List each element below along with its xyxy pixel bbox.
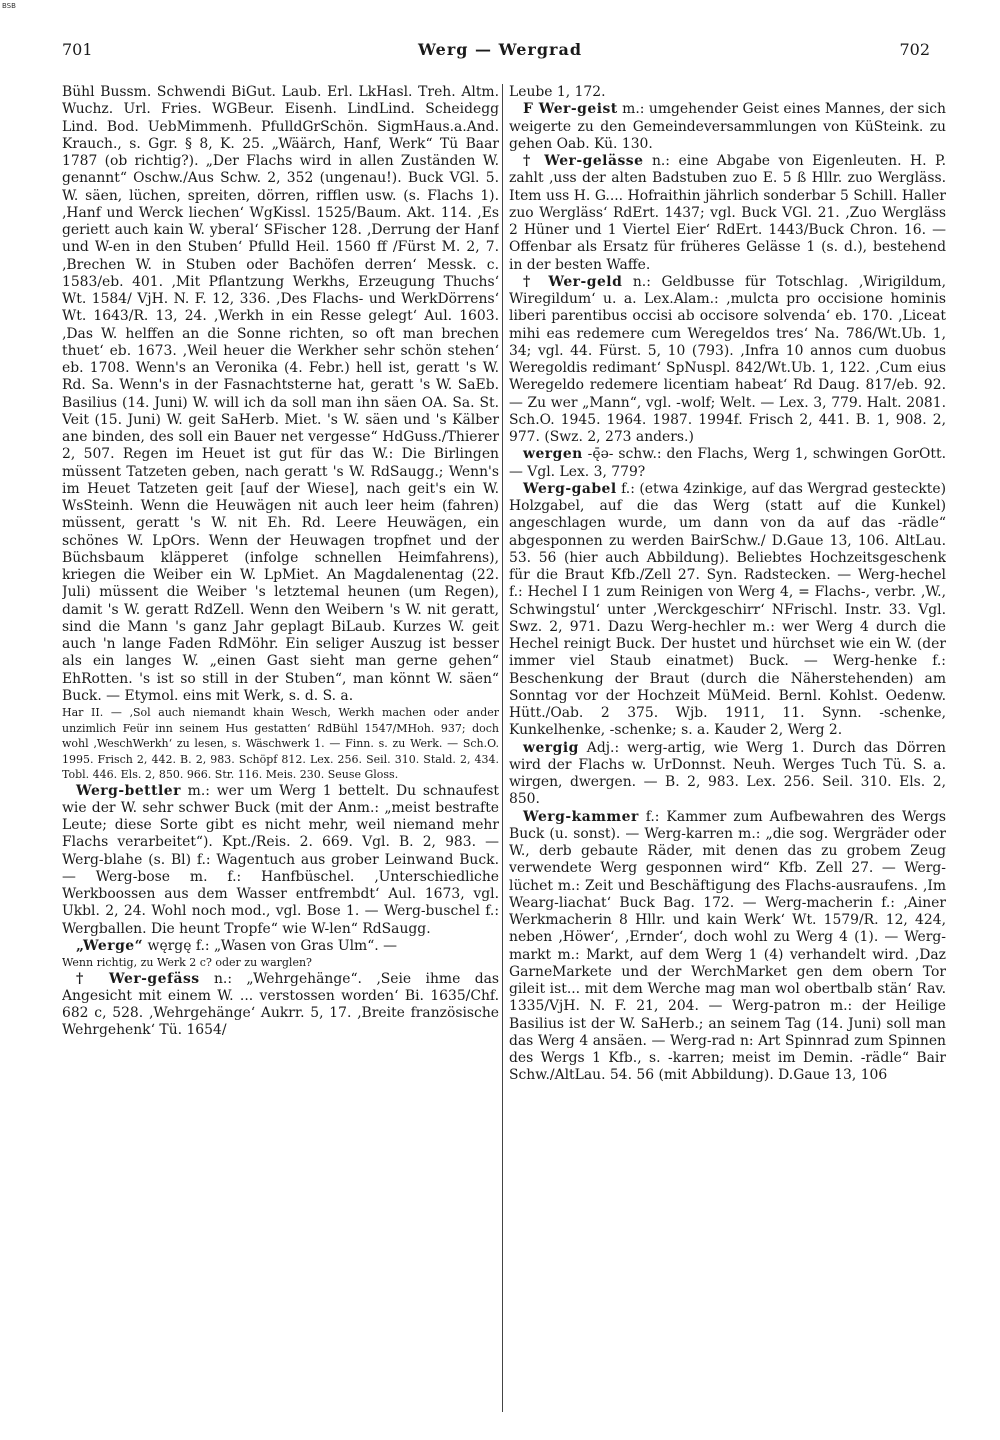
entry-wer-geld	[509, 274, 946, 447]
headword: † Wer-gelässe	[523, 153, 644, 169]
entry-text: f.: Kammer zum Aufbewahren des Wergs Buck (u. sonst). — Werg-karren m.: „die sog. Wergräder oder W., derb gebaute Räder, mit denen das zu grobem Zeug verwendete Werg gesponnen wird“ Kfb. Zell 27. — Werg-lüchet m.: Zeit und Beschäftigung des Flachs-ausraufens. ‚Im Wearg-liachat‘ Buck Bag. 172. — Werg-macherin f.: ‚Ainer Werkmacherin 8 Hllr. und kain Werk‘ Wt. 1579/R. 12, 424, neben ‚Höwer‘, ‚Ernder‘, doch wohl zu Werg 4 (1). — Werg-markt m.: Markt, auf dem Werg 1 (4) verhandelt wird. ‚Daz GarneMarkete und der WerchMarket gen dem obern Tor gileit ist... mit dem Werche mag man wol obertbalb stän‘ Rav. 1335/VjH. N. F. 21, 204. — Werg-patron m.: der Heilige Basilius ist der W. SaHerb.; an seinem Tag (14. Juni) soll man das Werg 4 ansäen. — Werg-rad n: Art Spinnrad zum Spinnen des Wergs 1 Kfb., s. -karren; meist im Demin. -rädle“ Bair Schw./AltLau. 54. 56 (mit Abbildung). D.Gaue 13, 106	[509, 808, 946, 1084]
entry-text: węrgę f.: „Wasen von Gras Ulm“. —	[143, 937, 398, 954]
werg-entry-continuation: Bühl Bussm. Schwendi BiGut. Laub. Erl. LkHasl. Treh. Altm. Wuchz. Url. Fries. WGBeur. Eisenh. LindLind. Scheidegg Lind. Bod. UebMimmenh. PfulldGrSchön. SigmHaus.a.And. Krauch., s. Ggr. § 8, K. 25. „Wäärch, Hanf, Werk“ Tü Baar 1787 (ob richtig?). „Der Flachs wird in allen Zuständen W. genannt“ Oschw./Aus Schw. 2, 352 (ungenau!). Buck VGl. 5. W. säen, lüchen, spreiten, dörren, rifflen usw. (s. Flachs 1). ‚Hanf und Werck liechen‘ WgKissl. 1525/Baum. Akt. 114. ‚Es geriett auch kain W. yberal‘ SFischer 128. ‚Derrung der Hanf und W-en in den Stuben‘ Pfulld Heil. 1560 ff /Fürst M. 2, 7. ‚Brechen W. in Stuben oder Bachöfen derren‘ Messk. c. 1583/eb. 401. ‚Mit Pflantzung Werkhs, Erzeugung Thuchs‘ Wt. 1584/ VjH. N. F. 12, 336. ‚Des Flachs- und WerkDörrens‘ Wt. 1643/R. 13, 24. ‚Werkh in ein Resse gelegt‘ Aul. 1603. ‚Das W. helffen an die Sonne richten, so oft man brechen thuet‘ eb. 1673. ‚Weil heuer die Werkher sehr schön stehen‘ eb. 1708. Wenn's an Veronika (4. Febr.) hell ist, geratt 's W. Rd. Sa. Wenn's in der Fasnachtsterne hat, geratt 's W. SaEb. Basilius (14. Juni) W. will ich da soll man ihn säen OA. Sa. St. Veit (15. Juni) W. geit SaHerb. Miet. 's W. säen und 's Kälber ane binden, des soll ein Bauer net vergesse“ HdGuss./Thierer 2, 507. Regen im Heuet ist gut für das W.: Die Birlingen müssent Tatzeten geben, nach geratt 's W. RdSaugg.; Wenn's im Heuet Tatzeten geit [auf der Wiese], nach geit's ein W. WsSteinh. Wenn die Heuwägen nit auch leer heim (fahren) müssent, geratt 's W. nit Eh. Rd. Leere Heuwägen, ein schönes W. LpOrs. Wenn der Heuwagen tropfnet und der Büchsbaum kläpperet (infolge schnellen Heimfahrens), kriegen die Weiber ein W. LpMiet. An Magdalenentag (22. Juli) müssent die Weiber 's letztemal heunen (um Regen), damit 's W. geratt RdZell. Wenn den Weibern 's W. nit geratt, sind die Mann 's ganz Jahr geplagt BiLaub. Kurzes W. geit auch 'n lange Faden RdMöhr. Ein seliger Auszug ist besser als ein langes W. „einen Gast sieht man gerne gehen“ EhRotten. 's ist so still in der Stuben“, man könnt W. säen“ Buck. — Etymol. eins mit Werk, s. d. S. a.	[62, 84, 499, 704]
headword: Werg-bettler	[76, 782, 181, 799]
right-column	[509, 84, 946, 1414]
left-page-number: 701	[62, 40, 93, 59]
headword: Werg-kammer	[523, 808, 639, 825]
headword: Werg-gabel	[523, 480, 617, 497]
right-page-number: 702	[899, 40, 930, 59]
running-title: Werg — Wergrad	[417, 40, 583, 59]
entry-werge	[62, 938, 499, 955]
entry-text: n.: eine Abgabe von Eigenleuten. H. P. zahlt ‚uss der alten Badstuben zuo E. 5 ß Hllr. zuo Wergläss. Item uss H. G.... Hofraithin jährlich sonderbar 5 Schill. Haller zuo Wergläss‘ RdErt. 1437; vgl. Buck VGl. 21. ‚Zuo Wergläss 2 Hüner und 1 Viertel Eier‘ RdErt. 1443/Buck Chron. 16. — Offenbar als Ersatz für früheres Gelässe 1 (s. d.), bestehend in der besten Waffe.	[509, 153, 946, 273]
entry-wer-gelaesse	[509, 153, 946, 274]
entry-continuation: Leube 1, 172.	[509, 84, 606, 100]
entry-text: n.: „Wehrgehänge“. ‚Seie ihme das Angesicht mit einem W. ... verstossen worden‘ Bi. 1635/Chf. 682 c, 528. ‚Wehrgehänge‘ Aukrr. 5, 17. ‚Breite französische Wehrgehenk‘ Tü. 1654/	[62, 970, 499, 1039]
entry-text: m.: umgehender Geist eines Mannes, der sich weigerte zu den Gemeindeversammlungen von KüSteink. zu gehen Oab. Kü. 130.	[509, 101, 946, 152]
entry-wergig	[509, 740, 946, 809]
entry-text: -ę̄ə- schw.: den Flachs, Werg 1, schwingen GorOtt. — Vgl. Lex. 3, 779?	[509, 446, 946, 480]
entry-text: f.: (etwa 4zinkige, auf das Wergrad gesteckte) Holzgabel, auf die das Werg (statt auf die Kunkel) angeschlagen wurde, um dann von da auf das -rädle“ abgesponnen zu werden BairSchw./ D.Gaue 13, 106. AltLau. 53. 56 (hier auch Abbildung). Beliebtes Hochzeitsgeschenk für die Braut Kfb./Zell 27. Syn. Radstecken. — Werg-hechel f.: Hechel I 1 zum Reinigen von Werg 4, = Flachs-, verbr. ‚W., Schwingstul‘ unter ‚Werckgeschirr‘ NFrischl. Instr. 33. Vgl. Swz. 2, 971. Dazu Werg-hechler m.: wer Werg 4 durch die Hechel reinigt Buck. Der hustet und hürchset wie ein W. (der immer viel Staub einatmet) Buck. — Werg-henke f.: Beschenkung der Braut (durch die Näherstehenden) am Sonntag vor der Hochzeit MüMeid. Bernl. Kohlst. Oedenw. Hütt./Oab. 2 375. Wjb. 1911, 11. Synn. -schenke, Kunkelhenke, -schenke; s. a. Kauder 2, Werg 2.	[509, 480, 946, 739]
headword: wergig	[523, 739, 579, 756]
entry-wergen	[509, 446, 946, 481]
headword: wergen	[523, 446, 583, 463]
library-watermark: BSB	[2, 2, 16, 10]
entry-werg-kammer	[509, 809, 946, 1085]
headword: „Werge“	[76, 937, 144, 954]
headword: † Wer-geld	[523, 273, 623, 290]
werg-entry-references: Har II. — ‚Sol auch niemandt khain Wesch, Werkh machen oder ander unzimlich Feür inn seinem Hus gestatten‘ RdBühl 1547/MHoh. 937; doch wohl ‚WeschWerkh‘ zu lesen, s. Wäschwerk 1. — Finn. s. zu Werk. — Sch.O. 1995. Frisch 2, 442. B. 2, 983. Schöpf 812. Lex. 256. Seil. 310. Stald. 2, 434. Tobl. 446. Els. 2, 850. 966. Str. 116. Meis. 230. Seuse Gloss.	[62, 706, 499, 781]
headword: † Wer-gefäss	[76, 970, 200, 987]
column-divider	[502, 84, 503, 1412]
entry-text: n.: Geldbusse für Totschlag. ‚Wirigildum, Wiregildum‘ u. a. Lex.Alam.: ‚mulcta pro occisione hominis liberi parentibus occisi ab occisore solvenda‘ eb. 170. ‚Liceat mihi eas redemere cum Weregeldos tres‘ Na. 786/Wt.Ub. 1, 34; vgl. 44. Fürst. 5, 10 (793). ‚Infra 10 annos cum duobus Weregoldis redimant‘ SpNuspl. 842/Wt.Ub. 1, 122. ‚Cum eius Weregeldo redemere licentiam habeat‘ Rd Daug. 817/eb. 92. — Zu wer „Mann“, vgl. -wolf; Welt. — Lex. 3, 779. Halt. 2081. Sch.O. 1945. 1964. 1987. 1994f. Frisch 2, 441. B. 1, 908. 2, 977. (Swz. 2, 273 anders.)	[509, 273, 946, 445]
headword: F Wer-geist	[523, 101, 618, 118]
entry-wer-geist	[509, 101, 946, 153]
entry-wer-gefaess	[62, 971, 499, 1040]
left-column	[62, 84, 499, 1414]
entry-text: Adj.: werg-artig, wie Werg 1. Durch das Dörren wird der Flachs w. UrDonnst. Neuh. Werges Tuch Tü. S. a. wirgen, dwergen. — B. 2, 983. Lex. 256. Seil. 310. Els. 2, 850.	[509, 739, 946, 808]
entry-werg-gabel	[509, 481, 946, 740]
entry-werge-note: Wenn richtig, zu Werk 2 c? oder zu warglen?	[62, 956, 312, 969]
entry-text: m.: wer um Werg 1 bettelt. Du schnaufest wie der W. sehr schwer Buck (mit der Anm.: „meist bestrafte Leute; diese Sorte gibt es nicht mehr, weil niemand mehr Flachs verarbeitet“). Kpt./Reis. 2. 669. Vgl. B. 2, 983. — Werg-blahe (s. Bl) f.: Wagentuch aus grober Leinwand Buck. — Werg-bose m. f.: Hanfbüschel. ‚Unterschiedliche Werkboossen aus dem Wasser entfrembdt‘ Aul. 1673, vgl. Ukbl. 2, 24. Wohl noch mod., vgl. Bose 1. — Werg-buschel f.: Wergballen. Die heunt Tropfe“ wie W-len“ RdSaugg.	[62, 782, 499, 937]
entry-werg-bettler	[62, 783, 499, 938]
